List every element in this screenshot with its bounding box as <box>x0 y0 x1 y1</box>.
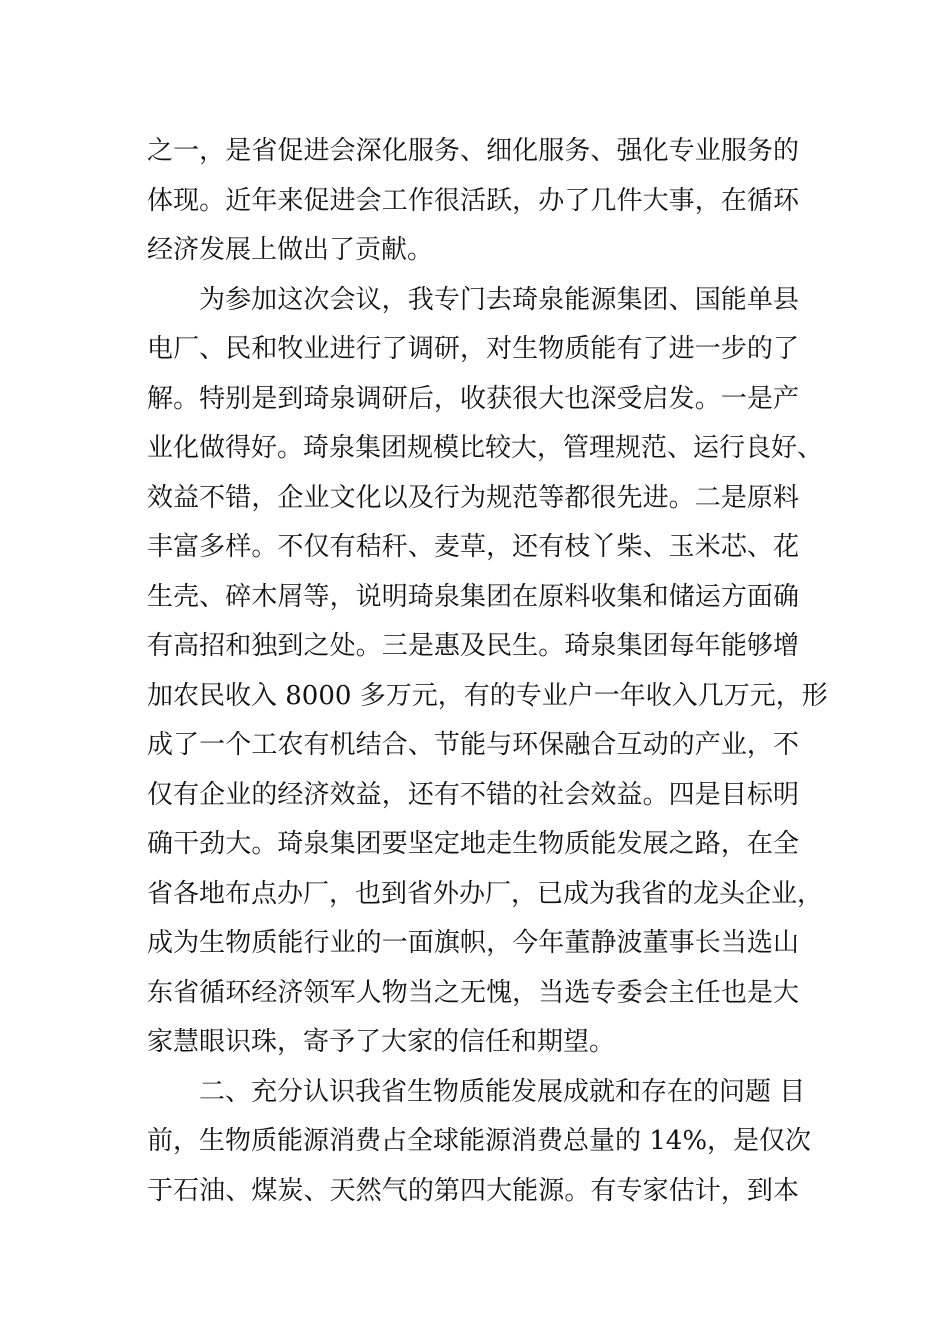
text-line: 确干劲大。琦泉集团要坚定地走生物质能发展之路，在全 <box>147 829 799 859</box>
text-line: 解。特别是到琦泉调研后，收获很大也深受启发。一是产 <box>147 383 799 414</box>
text-line: 体现。近年来促进会工作很活跃，办了几件大事，在循环 <box>147 185 799 216</box>
text-line: 于石油、煤炭、天然气的第四大能源。有专家估计，到本 <box>147 1175 799 1206</box>
text-line: 有高招和独到之处。三是惠及民生。琦泉集团每年能够增 <box>147 631 799 661</box>
text-line: 加农民收入 8000 多万元，有的专业户一年收入几万元，形 <box>147 680 828 711</box>
text-line: 生壳、碎木屑等，说明琦泉集团在原料收集和储运方面确 <box>147 581 799 612</box>
text-line: 仅有企业的经济效益，还有不错的社会效益。四是目标明 <box>147 779 799 810</box>
text-line: 电厂、民和牧业进行了调研，对生物质能有了进一步的了 <box>147 334 799 364</box>
text-line: 丰富多样。不仅有秸秆、麦草，还有枝丫柴、玉米芯、花 <box>147 532 799 562</box>
text-line: 前，生物质能源消费占全球能源消费总量的 14%，是仅次 <box>147 1126 812 1156</box>
text-line: 成了一个工农有机结合、节能与环保融合互动的产业，不 <box>147 730 799 760</box>
text-line: 东省循环经济领军人物当之无愧，当选专委会主任也是大 <box>147 977 799 1008</box>
text-line: 效益不错，企业文化以及行为规范等都很先进。二是原料 <box>147 482 799 513</box>
text-line: 为参加这次会议，我专门去琦泉能源集团、国能单县 <box>199 284 799 315</box>
text-line: 家慧眼识珠，寄予了大家的信任和期望。 <box>147 1027 616 1057</box>
text-line: 经济发展上做出了贡献。 <box>147 235 434 265</box>
text-line: 业化做得好。琦泉集团规模比较大，管理规范、运行良好、 <box>147 433 824 463</box>
text-line: 成为生物质能行业的一面旗帜，今年董静波董事长当选山 <box>147 928 799 958</box>
text-line: 二、充分认识我省生物质能发展成就和存在的问题 目 <box>199 1076 806 1107</box>
text-line: 省各地布点办厂，也到省外办厂，已成为我省的龙头企业， <box>147 878 824 909</box>
text-line: 之一，是省促进会深化服务、细化服务、强化专业服务的 <box>147 136 799 166</box>
body-text <box>147 127 828 1216</box>
